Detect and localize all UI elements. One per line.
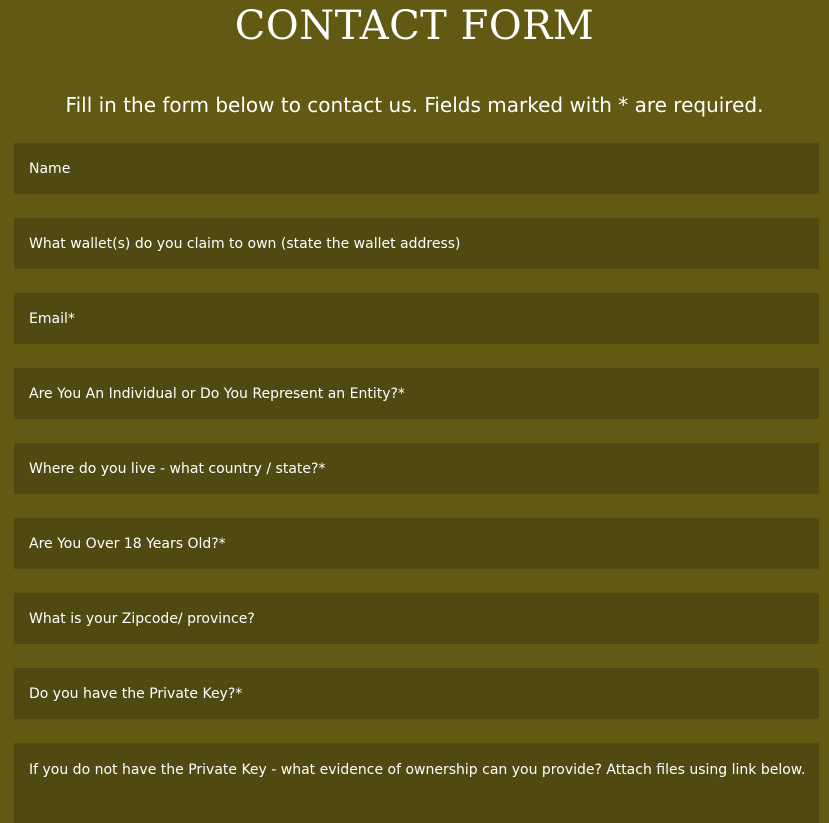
age-confirmation-field[interactable] — [14, 518, 819, 569]
form-instructions: Fill in the form below to contact us. Fields marked with * are required. — [65, 93, 764, 117]
private-key-field[interactable] — [14, 668, 819, 719]
name-field[interactable] — [14, 143, 819, 194]
country-state-field[interactable] — [14, 443, 819, 494]
ownership-evidence-textarea[interactable] — [14, 743, 819, 823]
page-title: CONTACT FORM — [234, 3, 595, 49]
wallet-address-field[interactable] — [14, 218, 819, 269]
zipcode-province-field[interactable] — [14, 593, 819, 644]
individual-or-entity-field[interactable] — [14, 368, 819, 419]
email-field[interactable] — [14, 293, 819, 344]
